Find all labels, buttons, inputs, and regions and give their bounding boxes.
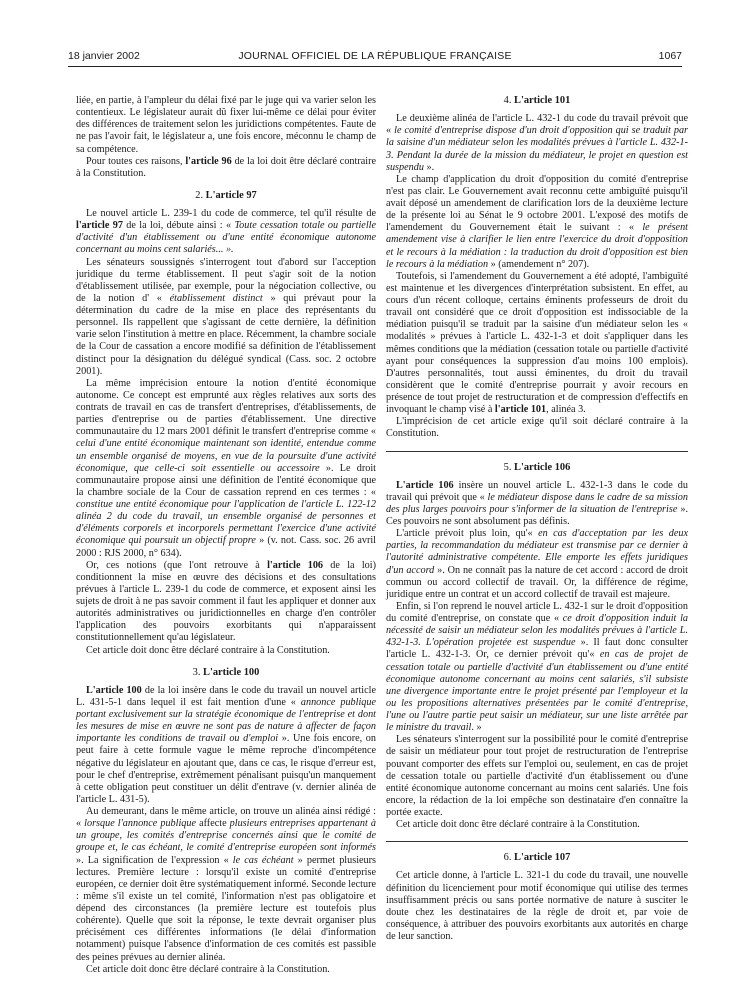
paragraph: Cet article doit donc être déclaré contraire à la Constitution. — [86, 963, 330, 975]
section-heading-5: 5. L'article 106 — [503, 461, 571, 473]
section-heading-2: 2. L'article 97 — [195, 189, 257, 201]
paragraph: L'imprécision de cet article exige qu'il soit déclaré contraire à la Constitution. — [386, 416, 688, 440]
journal-title: JOURNAL OFFICIEL DE LA RÉPUBLIQUE FRANÇAISE — [238, 50, 512, 62]
header-date: 18 janvier 2002 — [68, 50, 140, 62]
paragraph: liée, en partie, à l'ampleur du délai fixé par le juge qui va varier selon les contentieux. Le législateur aurait dû fixer lui-même ce délai pour éviter des différences de traitement selon les juridictions compétentes. Faute de ne pas l'avoir fait, le législateur a, une fois encore, méconnu le champ de sa compétence. — [76, 95, 376, 155]
left-column — [76, 95, 376, 976]
paragraph: Or, ces notions (que l'ont retrouve à l'article 106 de la loi) conditionnent la mise en œuvre des décisions et des consultations prévues à l'article L. 239-1 du code de commerce, et exposent ainsi les sujets de droit à ne pas savoir comment il faut les appliquer et donner aux autorités administratives ou juridictionnelles en charge d'en contrôler l'application des pouvoirs exorbitants qui n'apparaissent constitutionnellement qu'au législateur. — [76, 559, 376, 644]
paragraph: Enfin, si l'on reprend le nouvel article L. 432-1 sur le droit d'opposition du comité d'entreprise, on constate que « ce droit d'opposition induit la nécessité de saisir un médiateur selon les modalités prévues à l'article L. 432-1-3. L'opération projetée est suspendue ». Il faut donc consulter l'article L. 432-1-3. Or, ce dernier prévoit qu'« en cas de projet de cessation totale ou partielle d'activité d'un établissement ou d'une entité économique autonome concernant au moins cent salariés, s'il subsiste une divergence importante entre le projet présenté par l'employeur et la ou les propositions alternatives présentées par le comité d'entreprise, l'une ou l'autre partie peut saisir un médiateur, sur une liste arrêtée par le ministre du travail. » — [386, 600, 688, 734]
page-number: 1067 — [658, 50, 682, 62]
paragraph: Le deuxième alinéa de l'article L. 432-1 du code du travail prévoit que « le comité d'entreprise dispose d'un droit d'opposition qui se traduit par la saisine d'un médiateur selon les modalités prévues à l'article L. 432-1-3. Pendant la durée de la mission du médiateur, le projet en question est suspendu ». — [386, 113, 689, 173]
paragraph: Le champ d'application du droit d'opposition du comité d'entreprise n'est pas clair. Le Gouvernement avait reconnu cette ambiguïté puisqu'il avait déposé un amendement de clarification lors de la deuxième lecture de la présente loi au Sénat le 9 octobre 2001. L'exposé des motifs de l'amendement du Gouvernement était le suivant : « le présent amendement vise à clarifier le lien entre l'exercice du droit d'opposition et le recours à la médiation : la traduction du droit d'opposition est bien le recours à la médiation » (amendement n° 207). — [386, 173, 689, 270]
paragraph: Les sénateurs soussignés s'interrogent tout d'abord sur l'acception juridique du terme établissement. Il peut s'agir soit de la notion d'établissement utilisée, par exemple, pour la négociation collective, ou de la notion d' « établissement distinct » qui prévaut pour la détermination du cadre de la mise en place des représentants du personnel. Ils rappellent que s'agissant de cette dernière, la définition varie selon l'institution à mettre en place. Récemment, la chambre sociale de la Cour de cassation a encore modifié sa définition de l'établissement distinct pour la désignation du délégué syndical (Cass. soc. 2 octobre 2001). — [76, 256, 377, 377]
paragraph: L'article prévoit plus loin, qu'« en cas d'acceptation par les deux parties, la recommandation du médiateur est transmise par ce dernier à l'autorité administrative compétente. Elle emporte les effets juridiques d'un accord ». On ne connaît pas la nature de cet accord : accord de droit commun ou accord collectif de travail. Or, la différence de régime, juridique entre un contrat et un accord collectif de travail est majeure. — [386, 528, 689, 600]
paragraph: L'article 100 de la loi insère dans le code du travail un nouvel article L. 431-5-1 dans lequel il est fait mention d'une « annonce publique portant exclusivement sur la stratégie économique de l'entreprise et dont les mesures de mise en œuvre ne sont pas de nature à affecter de façon importante les conditions de travail ou d'emploi ». Une fois encore, on peut faire à cette formule vague le même reproche d'incompétence négative du législateur en ajoutant que, dans ce cas, le risque d'erreur est, pour le chef d'entreprise, extrêmement pénalisant puisqu'un manquement à cette obligation peut constituer un délit d'entrave (v. dernier alinéa de l'article L. 431-5). — [76, 684, 376, 805]
paragraph: Cet article doit donc être déclaré contraire à la Constitution. — [396, 819, 640, 831]
paragraph: Toutefois, si l'amendement du Gouvernement a été adopté, l'ambiguïté est maintenue et les divergences d'interprétation subsistent. En effet, au cours d'un récent colloque, certains éminents professeurs de droit du travail ont considéré que ce droit d'opposition est indissociable de la médiation puisqu'il se traduit par la saisine d'un médiateur selon les « modalités » prévues à l'article L. 432-1-3 et doit s'appliquer dans les mêmes conditions que la médiation (cessation totale ou partielle d'activité ayant pour conséquences la suppression d'au moins 100 emplois). D'autres personnalités, tout aussi éminentes, du droit du travail considèrent que le comité d'entreprise pourrait y avoir recours en présence de tout projet de restructuration et de compression d'effectifs en invoquant le champ visé à l'article 101, alinéa 3. — [386, 270, 688, 416]
section-heading-4: 4. L'article 101 — [503, 95, 571, 106]
paragraph: Pour toutes ces raisons, l'article 96 de la loi doit être déclaré contraire à la Constitution. — [76, 155, 376, 179]
paragraph: Le nouvel article L. 239-1 du code de commerce, tel qu'il résulte de l'article 97 de la loi, débute ainsi : « Toute cessation totale ou partielle d'activité d'un établissement ou d'une entité économique autonome concernant au moins cent salariés... ». — [76, 208, 377, 256]
right-column — [386, 95, 688, 943]
section-heading-6: 6. L'article 107 — [503, 852, 571, 864]
paragraph: Cet article doit donc être déclaré contraire à la Constitution. — [86, 644, 330, 656]
section-heading-3: 3. L'article 100 — [192, 666, 260, 678]
paragraph: Les sénateurs s'interrogent sur la possibilité pour le comité d'entreprise de saisir un médiateur pour tout projet de restructuration de l'entreprise pouvant comporter des effets sur l'emploi ou, seulement, en cas de projet de cessation totale ou partielle d'activité d'un établissement ou d'une entité économique autonome concernant au moins cent salariés. Une fois encore, la rédaction de la loi empêche son destinataire d'en connaître la portée exacte. — [386, 734, 688, 818]
header-rule — [68, 66, 682, 67]
paragraph: Cet article donne, à l'article L. 321-1 du code du travail, une nouvelle définition du licenciement pour motif économique qui utilise des termes insuffisamment précis ou sans portée normative de nature à susciter le doute chez les destinataires de la règle de droit et, par voie de conséquence, à attribuer des pouvoirs exorbitants aux autorités en charge de leur sanction. — [386, 870, 688, 942]
paragraph: La même imprécision entoure la notion d'entité économique autonome. Ce concept est emprunté aux règles relatives aux sorts des contrats de travail en cas de transfert d'entreprises, d'établissements, de parties d'entreprise ou de parties d'établissement. Une directive communautaire du 12 mars 2001 définit le transfert d'entreprise comme « celui d'une entité économique maintenant son identité, entendue comme un ensemble organisé de moyens, en vue de la poursuite d'une activité économique, que celle-ci soit essentielle ou accessoire ». Le droit communautaire propose ainsi une définition de l'entité économique que la chambre sociale de la Cour de cassation reprend en ces termes : « constitue une entité économique pour l'application de l'article L. 122-12 alinéa 2 du code du travail, un ensemble organisé de personnes et d'éléments corporels et incorporels permettant l'exercice d'une activité économique qui poursuit un objectif propre » (v. not. Cass. soc. 26 avril 2000 : RJS 2000, n° 634). — [76, 377, 377, 559]
page-header — [68, 50, 682, 64]
paragraph: Au demeurant, dans le même article, on trouve un alinéa ainsi rédigé : « lorsque l'annonce publique affecte plusieurs entreprises appartenant à un groupe, les comités d'entreprise concernés ainsi que le comité de groupe et, le cas échéant, le comité d'entreprise européen sont informés ». La signification de l'expression « le cas échéant » permet plusieurs lectures. Première lecture : lorsqu'il existe un comité d'entreprise européen, ce dernier doit être systématiquement informé. Seconde lecture : même s'il existe un tel comité, l'information n'est pas obligatoire et dépend des circonstances (la première lecture est toutefois plus cohérente). Quelle que soit la réponse, le texte devrait organiser plus précisément ces différentes informations (le délai d'information notamment) puisque l'absence d'information de ces comités est passible des peines prévues au dernier alinéa. — [76, 806, 377, 963]
paragraph: L'article 106 insère un nouvel article L. 432-1-3 dans le code du travail qui prévoit que « le médiateur dispose dans le cadre de sa mission des plus larges pouvoirs pour s'informer de la situation de l'entreprise ». Ces pouvoirs ne sont absolument pas définis. — [386, 479, 689, 527]
